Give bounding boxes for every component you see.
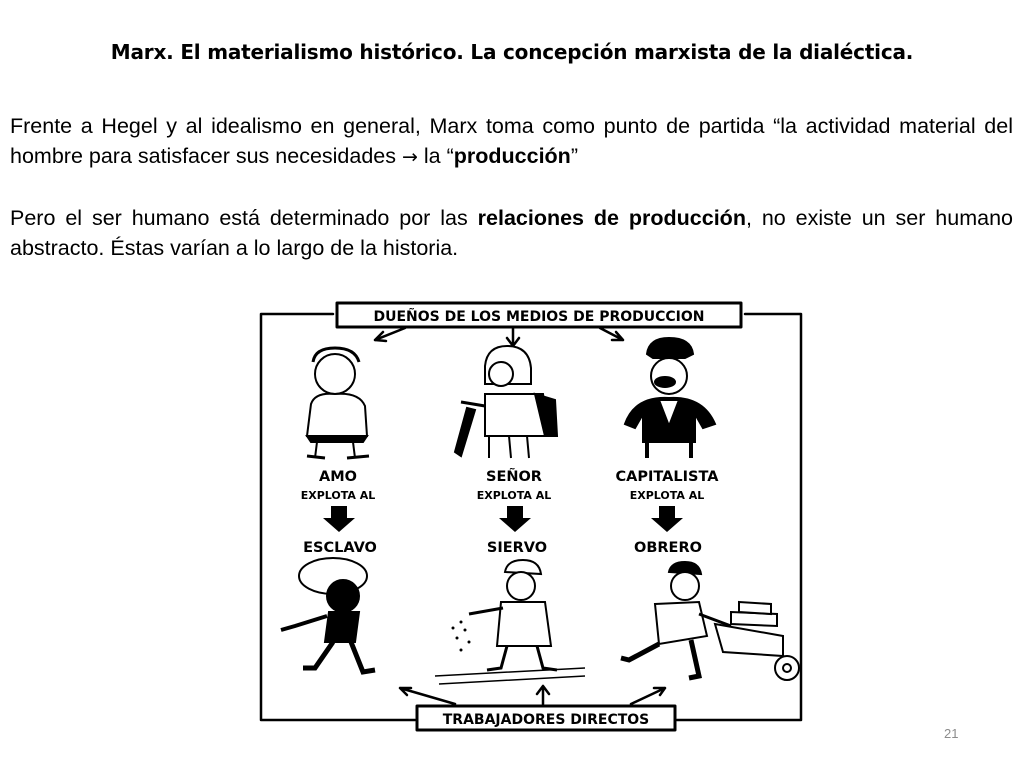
exploit-arrows bbox=[323, 506, 683, 532]
p1-text-2: la “ bbox=[417, 144, 454, 168]
p1-text-1: Frente a Hegel y al idealismo en general, Marx toma como punto de partida “la actividad material del hombre para satisfacer sus necesidades bbox=[10, 114, 1013, 168]
exploit-arrow-1 bbox=[323, 506, 355, 532]
p1-bold-produccion: producción bbox=[453, 144, 571, 168]
right-arrow-icon: → bbox=[402, 146, 418, 168]
worker-arrow-center bbox=[537, 686, 549, 704]
worker-figures bbox=[281, 558, 799, 684]
p2-text-2: , no existe un ser humano abstracto. Éstas varían a lo largo de la historia. bbox=[10, 206, 1013, 260]
amo-figure bbox=[307, 348, 369, 458]
owner-arrow-left bbox=[375, 328, 405, 341]
worker-label-obrero: OBRERO bbox=[634, 540, 702, 556]
paragraph-relations bbox=[10, 203, 1013, 263]
p1-text-3: ” bbox=[570, 144, 578, 168]
owner-arrow-right bbox=[600, 328, 623, 340]
p2-bold-relaciones: relaciones de producción bbox=[477, 206, 746, 230]
verb-label-2: EXPLOTA AL bbox=[476, 489, 552, 502]
p2-text-1: Pero el ser humano está determinado por las bbox=[10, 206, 478, 230]
worker-label-esclavo: ESCLAVO bbox=[303, 540, 377, 556]
exploit-arrow-3 bbox=[651, 506, 683, 532]
owner-arrow-center bbox=[507, 328, 519, 346]
siervo-figure bbox=[435, 560, 585, 684]
worker-arrow-right bbox=[631, 688, 665, 704]
owner-label-capitalista: CAPITALISTA bbox=[615, 469, 719, 485]
owner-label-amo: AMO bbox=[319, 469, 357, 485]
page-number: 21 bbox=[944, 726, 959, 741]
worker-arrow-left bbox=[400, 688, 455, 704]
verb-label-1: EXPLOTA AL bbox=[300, 489, 376, 502]
bottom-label-text: TRABAJADORES DIRECTOS bbox=[442, 712, 650, 728]
capitalista-figure bbox=[625, 338, 715, 458]
class-relations-illustration bbox=[255, 296, 815, 734]
seeds bbox=[452, 621, 471, 652]
paragraph-production bbox=[10, 111, 1013, 172]
slide-title: Marx. El materialismo histórico. La concepción marxista de la dialéctica. bbox=[110, 40, 914, 64]
worker-label-siervo: SIERVO bbox=[486, 540, 548, 556]
top-label-text: DUEÑOS DE LOS MEDIOS DE PRODUCCION bbox=[373, 309, 705, 325]
verb-label-3: EXPLOTA AL bbox=[629, 489, 705, 502]
obrero-figure bbox=[621, 562, 799, 680]
esclavo-figure bbox=[281, 558, 375, 672]
owner-figures bbox=[307, 338, 715, 458]
owner-label-senor: SEÑOR bbox=[486, 469, 542, 485]
senor-figure bbox=[455, 346, 557, 458]
exploit-arrow-2 bbox=[499, 506, 531, 532]
